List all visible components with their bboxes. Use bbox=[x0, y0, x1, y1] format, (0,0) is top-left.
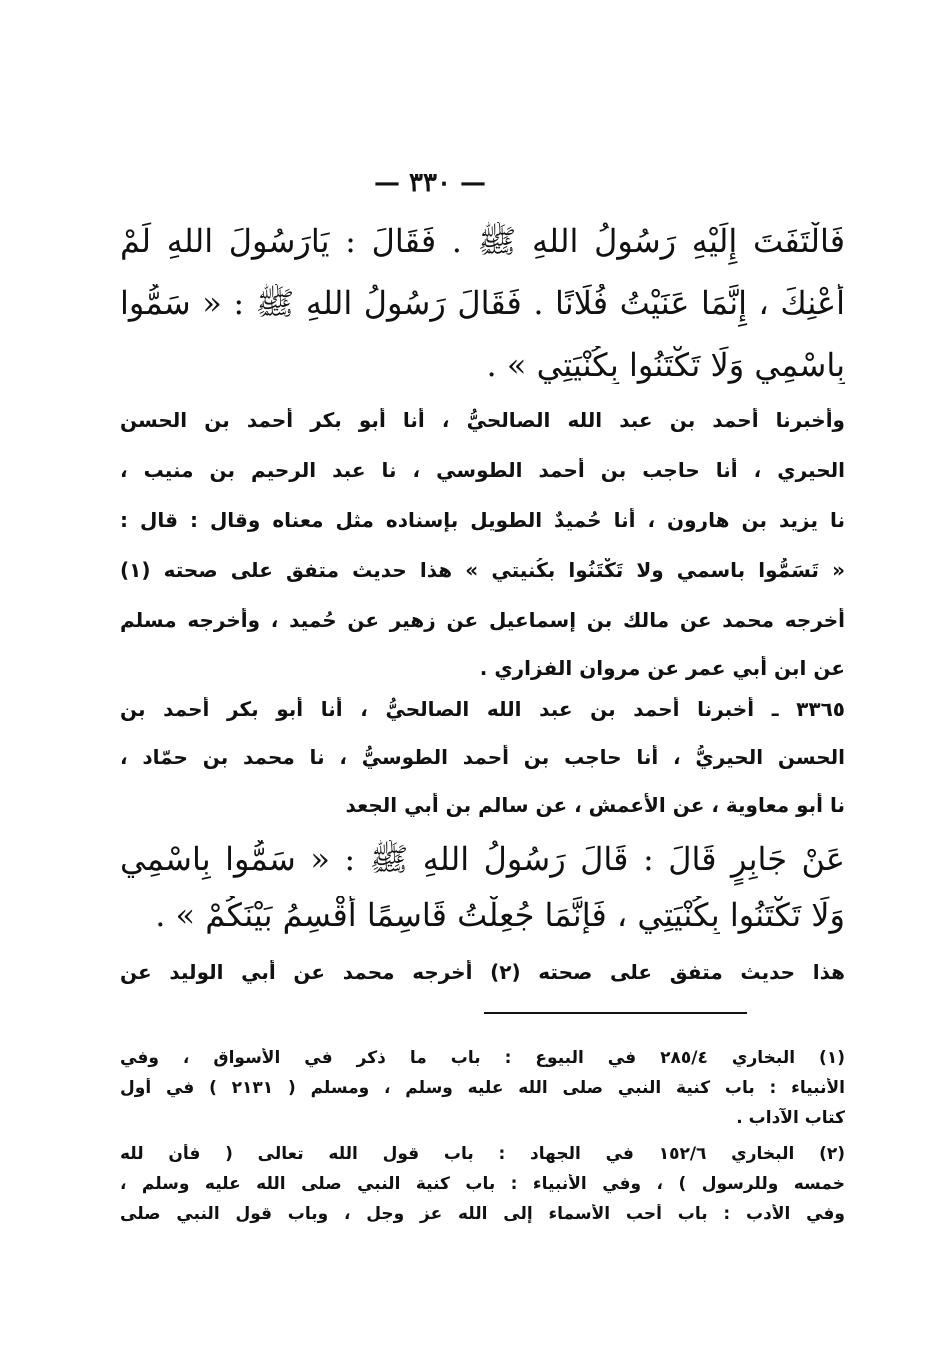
text-line: فَالْتَفَتَ إِلَيْهِ رَسُولُ اللهِ ﷺ . فَقَالَ : يَارَسُولَ اللهِ لَمْ bbox=[120, 222, 845, 260]
text-line: وأخبرنا أحمد بن عبد الله الصالحيُّ ، أنا أبو بكر أحمد بن الحسن bbox=[120, 408, 845, 432]
footnote-line: الأنبياء : باب كنية النبي صلى الله عليه وسلم ، ومسلم ( ٢١٣١ ) في أول bbox=[120, 1078, 845, 1098]
text-line: أَعْنِكَ ، إِنَّمَا عَنَيْتُ فُلَانًا . فَقَالَ رَسُولُ اللهِ ﷺ : « سَمُّوا bbox=[120, 284, 845, 322]
text-line: نا يزيد بن هارون ، أنا حُميدٌ الطويل بإسناده مثل معناه وقال : قال : bbox=[120, 508, 845, 532]
footnote-line: كتاب الآداب . bbox=[736, 1108, 845, 1128]
text-line: عن ابن أبي عمر عن مروان الفزاري . bbox=[479, 656, 845, 680]
footnote-line: (١) البخاري ٢٨٥/٤ في البيوع : باب ما ذكر في الأسواق ، وفي bbox=[120, 1048, 845, 1068]
text-line: نا أبو معاوية ، عن الأعمش ، عن سالم بن أبي الجعد bbox=[345, 793, 845, 817]
text-line: الحسن الحيريُّ ، أنا حاجب بن أحمد الطوسيُّ ، نا محمد بن حمّاد ، bbox=[120, 745, 845, 769]
text-line: وَلَا تَكْتَنُوا بِكُنْيَتِي ، فَإِنَّمَا جُعِلْتُ قَاسِمًا أَقْسِمُ بَيْنَكُمْ » . bbox=[155, 896, 845, 934]
footnote-separator bbox=[484, 1012, 747, 1014]
footnote-line: (٢) البخاري ١٥٢/٦ في الجهاد : باب قول الله تعالى ( فأن لله bbox=[120, 1144, 845, 1164]
footnote-line: وفي الأدب : باب أحب الأسماء إلى الله عز وجل ، وباب قول النبي صلى bbox=[120, 1204, 845, 1224]
text-line: ٣٣٦٥ ـ أخبرنا أحمد بن عبد الله الصالحيُّ ، أنا أبو بكر أحمد بن bbox=[120, 697, 845, 721]
page-number: — ٣٣٠ — bbox=[373, 168, 487, 198]
text-line: « تَسَمُّوا باسمي ولا تَكْتَنُوا بكُنيتي » هذا حديث متفق على صحته (١) bbox=[120, 558, 845, 582]
text-line: عَنْ جَابِرٍ قَالَ : قَالَ رَسُولُ اللهِ ﷺ : « سَمُّوا بِاسْمِي bbox=[120, 840, 845, 878]
footnote-line: خمسه وللرسول ) ، وفي الأنبياء : باب كنية النبي صلى الله عليه وسلم ، bbox=[120, 1174, 845, 1194]
text-line: بِاسْمِي وَلَا تَكْتَنُوا بِكُنْيَتِي » . bbox=[486, 346, 845, 384]
text-line: أخرجه محمد عن مالك بن إسماعيل عن زهير عن حُميد ، وأخرجه مسلم bbox=[120, 608, 845, 632]
text-line: هذا حديث متفق على صحته (٢) أخرجه محمد عن أبي الوليد عن bbox=[120, 960, 845, 984]
text-line: الحيري ، أنا حاجب بن أحمد الطوسي ، نا عبد الرحيم بن منيب ، bbox=[120, 458, 845, 482]
